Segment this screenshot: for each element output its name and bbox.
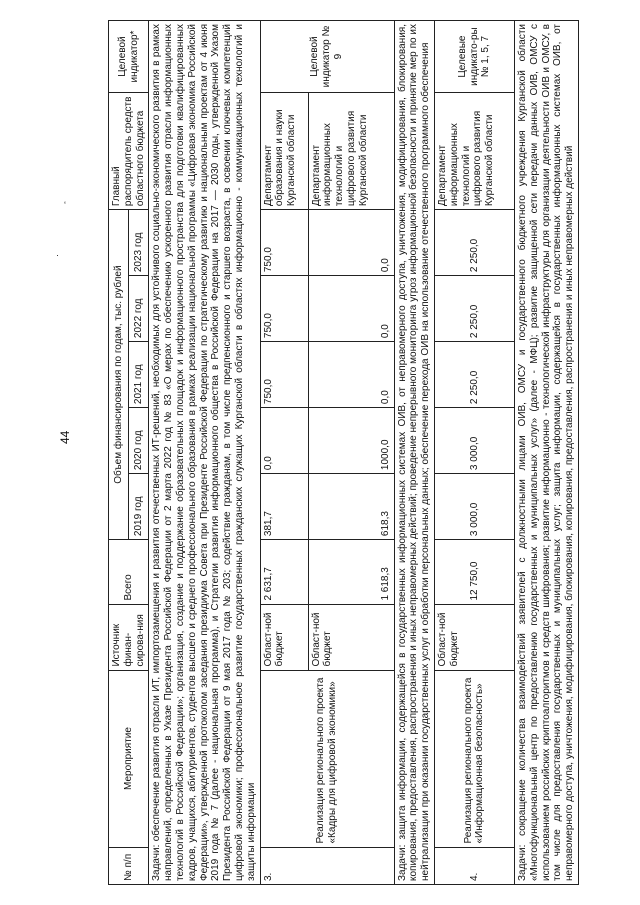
row-total: 2 631,7	[260, 540, 308, 604]
header-activity: Мероприятие	[109, 670, 149, 847]
header-year: 2020 год	[129, 408, 149, 474]
row-manager: Департамент информационных технологий и цифрового развития Курганской области	[434, 93, 514, 210]
scan-mark: ‘	[64, 200, 66, 210]
header-num: № п/п	[109, 847, 149, 884]
page-number: 44	[58, 430, 72, 444]
row-num: 3.	[260, 847, 394, 884]
task-row	[149, 21, 260, 885]
row-source: Област-ной бюджет	[434, 604, 514, 670]
table-row	[260, 21, 308, 885]
row-year-value: 3 000,0	[434, 474, 514, 540]
row-year-value: 2 250,0	[434, 342, 514, 408]
header-source: Источник финан-сирова-ния	[109, 604, 149, 670]
row-year-value: 750,0	[260, 276, 308, 342]
row-source: Област-ной бюджет	[308, 604, 394, 670]
task-text: Задачи: сокращение количества взаимодействий заявителей с должностными лицами ОИВ, ОМСУ и государственного бюджетного учреждения Курганской области «Многофункциональный центр по предоставлению государственных и муниципальных услуг» (далее - МФЦ); развитие защищенной сети передачи данных ОИВ, ОМСУ с использованием российских криптоалгоритмов и средств шифрования; развитие информационно - технологической инфраструктуры для организации деятельности ОИВ и ОМСУ, в том числе для предоставления государственных и муниципальных услуг; защита информации, содержащейся в государственных информационных системах ОИВ, от неправомерного доступа, уничтожения, модифицирования, блокирования, копирования, предоставления, распространения и иных неправомерных действий	[514, 21, 578, 885]
header-year: 2022 год	[129, 276, 149, 342]
header-indicator: Целевой индикатор*	[109, 21, 149, 93]
row-year-value: 2 250,0	[434, 276, 514, 342]
scan-mark: ·	[56, 250, 59, 260]
table-row	[434, 21, 514, 885]
row-total: 1 618,3	[308, 540, 394, 604]
header-manager: Главный распорядитель средств областного бюджета	[109, 93, 149, 210]
row-year-value: 3 000,0	[434, 408, 514, 474]
header-row	[109, 21, 129, 885]
header-total: Всего	[109, 540, 149, 604]
row-year-value: 1000,0	[308, 408, 394, 474]
funding-table	[108, 20, 579, 885]
row-year-value: 0,0	[308, 342, 394, 408]
row-manager: Департамент информационных технологий и цифрового развития Курганской области	[308, 93, 394, 210]
header-year: 2019 год	[129, 474, 149, 540]
row-year-value: 2 250,0	[434, 210, 514, 276]
header-year: 2023 год	[129, 210, 149, 276]
row-year-value: 750,0	[260, 210, 308, 276]
row-source: Област-ной бюджет	[260, 604, 308, 670]
task-row	[514, 21, 578, 885]
row-indicator: Целевой индикатор № 9	[260, 21, 394, 93]
header-funding-group: Объем финансирования по годам, тыс. рублей	[109, 210, 129, 540]
row-year-value: 0,0	[308, 210, 394, 276]
row-year-value: 0,0	[308, 276, 394, 342]
row-num: 4.	[434, 847, 514, 884]
task-row	[394, 21, 434, 885]
row-year-value: 618,3	[308, 474, 394, 540]
rotated-page	[108, 20, 628, 885]
task-text: Задачи: обеспечение развития отрасли ИТ, импортозамещения и развития отечественных ИТ-решений, необходимых для устойчивого социально-экономического развития в рамках направлений, определенных в Указе Президента Российской Федерации от 2 марта 2022 год № 83 «О мерах по обеспечению ускоренного развития отрасли информационных технологий в Российской Федерации»; организация, создание и поддержание образовательных площадок и информационного пространства для подготовки квалифицированных кадров, учащихся, абитуриентов, студентов высшего и среднего профессионального образования в рамках реализации национальной программы «Цифровая экономика Российской Федерации», утвержденной протоколом заседания президиума Совета при Президенте Российской Федерации по стратегическому развитию и национальным проектам от 4 июня 2019 года № 7 (далее - национальная программа), и Стратегии развития информационного общества в Российской Федерации на 2017 — 2030 годы, утвержденной Указом Президента Российской Федерации от 9 мая 2017 года № 203; содействие гражданам, в том числе предпенсионного и старшего возраста, в освоении ключевых компетенций цифровой экономики; профессиональное развитие государственных гражданских служащих Курганской области в областях информационно - коммуникационных технологий и защиты информации	[149, 21, 260, 885]
row-activity: Реализация регионального проекта «Информационная безопасность»	[434, 670, 514, 847]
task-text: Задачи: защита информации, содержащейся в государственных информационных системах ОИВ, от неправомерного доступа, уничтожения, модифицирования, блокирования, копирования, предоставления, распространения и иных неправомерных действий; проведение непрерывного мониторинга угроз информационной безопасности и принятие мер по их нейтрализации при оказании государственных услуг и обработки персональных данных; обеспечение перехода ОИВ на использование отечественного программного обеспечения	[394, 21, 434, 885]
row-indicator: Целевые индикато-ры № 1, 5, 7	[434, 21, 514, 93]
row-year-value: 381,7	[260, 474, 308, 540]
row-year-value: 750,0	[260, 342, 308, 408]
row-manager: Департамент образования и науки Курганской области	[260, 93, 308, 210]
header-year: 2021 год	[129, 342, 149, 408]
row-year-value: 0,0	[260, 408, 308, 474]
row-total: 12 750,0	[434, 540, 514, 604]
row-activity: Реализация регионального проекта «Кадры для цифровой экономики»	[260, 670, 394, 847]
